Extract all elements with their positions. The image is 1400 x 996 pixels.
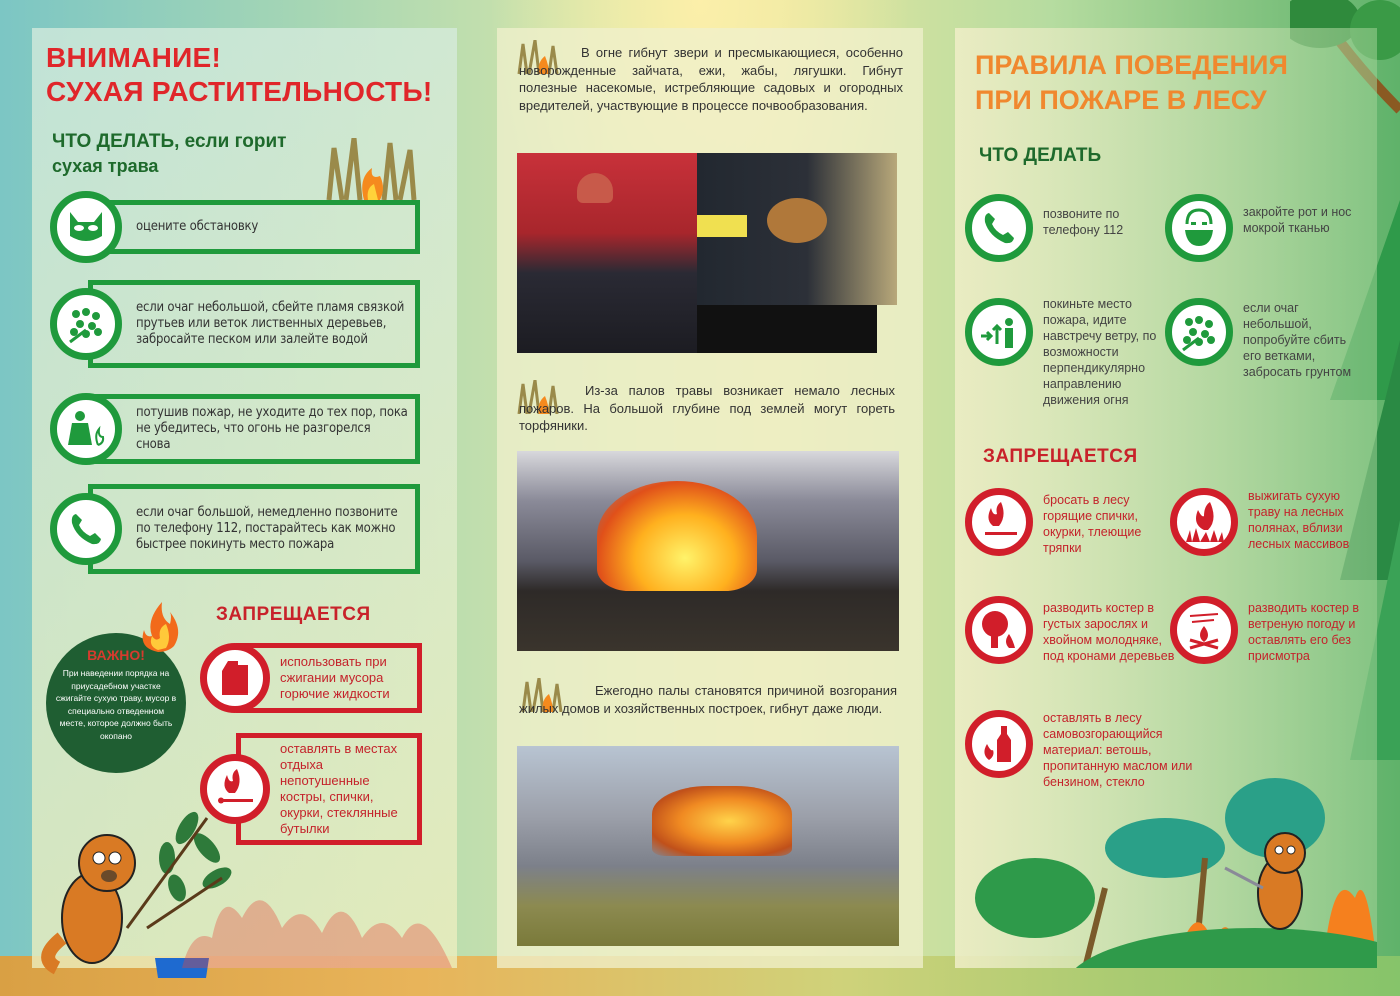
forbidden-text: выжигать сухую траву на лесных полянах, вблизи лесных массивов	[1248, 489, 1350, 551]
forbidden-text: использовать при сжигании мусора горючие жидкости	[280, 654, 390, 701]
step-assess	[50, 200, 420, 254]
left-panel	[32, 28, 457, 968]
grass-fire-icon	[324, 138, 424, 200]
cat-firefighter-forest-illustration	[955, 748, 1377, 968]
paragraph-houses: Ежегодно палы становятся причиной возгорания жилых домов и хозяйственных построек, гибнут даже люди.	[519, 683, 897, 716]
phone-icon	[50, 493, 122, 565]
important-note	[46, 633, 186, 773]
tree-campfire-icon	[965, 596, 1033, 664]
rule-text: покиньте место пожара, идите навстречу ветру, по возможности перпендикулярно направлению движения огня	[1043, 297, 1157, 407]
forbidden-throw-matches	[965, 488, 1165, 556]
rule-leave-upwind	[965, 298, 1165, 408]
branches-icon	[50, 288, 122, 360]
important-text: При наведении порядка на приусадебном участке сжигайте сухую траву, мусор в специально отведенном месте, которое должно быть окопано	[55, 668, 177, 741]
rule-beat-with-branches	[1165, 298, 1365, 380]
step-text: если очаг большой, немедленно позвоните по телефону 112, постарайтесь как можно быстрее покинуть место пожара	[136, 505, 398, 552]
rule-text: позвоните по телефону 112	[1043, 207, 1124, 237]
left-forbidden-title: ЗАПРЕЩАЕТСЯ	[216, 604, 371, 625]
grass-fire-photo	[517, 451, 899, 651]
forbidden-fire-windy	[1170, 596, 1370, 664]
forest-rules-title-line2: ПРИ ПОЖАРЕ В ЛЕСУ	[975, 85, 1267, 115]
flame-icon	[136, 602, 180, 652]
burning-house-photo	[517, 746, 899, 946]
forbidden-text: оставлять в местах отдыха непотушенные костры, спички, окурки, стеклянные бутылки	[280, 741, 398, 836]
middle-panel	[497, 28, 923, 968]
right-forbidden-title: ЗАПРЕЩАЕТСЯ	[983, 446, 1138, 467]
forbidden-fire-in-thickets	[965, 596, 1185, 664]
wind-campfire-icon	[1170, 596, 1238, 664]
step-stay	[50, 394, 420, 464]
canister-icon	[200, 643, 270, 713]
person-fire-icon	[50, 393, 122, 465]
what-to-do-title: ЧТО ДЕЛАТЬ	[979, 145, 1102, 166]
phone-icon	[965, 194, 1033, 262]
match-fire-icon	[965, 488, 1033, 556]
face-mask-icon	[1165, 194, 1233, 262]
rule-cover-mouth	[1165, 194, 1365, 262]
what-to-do-subtitle-line2: сухая трава	[52, 156, 159, 176]
evacuate-wind-icon	[965, 298, 1033, 366]
firefighter-with-hedgehog-photo	[517, 153, 897, 353]
paragraph-peat: Из-за палов травы возникает немало лесных пожаров. На большой глубине под землей могут гореть торфяники.	[519, 383, 895, 433]
rule-call-112	[965, 194, 1155, 262]
forbidden-text: оставлять в лесу самовозгорающийся материал: ветошь, пропитанную маслом или бензином, стекло	[1043, 711, 1193, 789]
branches-icon	[1165, 298, 1233, 366]
right-panel	[955, 28, 1377, 968]
rule-text: если очаг небольшой, попробуйте сбить его ветками, забросать грунтом	[1243, 301, 1352, 379]
alert-title-line1: ВНИМАНИЕ!	[46, 42, 222, 73]
step-beat-flame	[50, 280, 420, 368]
step-text: оцените обстановку	[136, 219, 259, 234]
forbidden-burn-grass	[1170, 488, 1370, 556]
step-call-112	[50, 484, 420, 574]
step-text: потушив пожар, не уходите до тех пор, пока не убедитесь, что огонь не разгорелся снова	[136, 405, 408, 452]
rule-text: закройте рот и нос мокрой тканью	[1243, 205, 1352, 235]
step-text: если очаг небольшой, сбейте пламя связкой прутьев или веток лиственных деревьев, забросайте песком или залейте водой	[136, 300, 405, 347]
grass-fire-icon	[1170, 488, 1238, 556]
alert-title-line2: СУХАЯ РАСТИТЕЛЬНОСТЬ!	[46, 76, 433, 107]
forbidden-flammable-liquids	[200, 643, 422, 713]
forbidden-text: разводить костер в ветреную погоду и оставлять его без присмотра	[1248, 601, 1360, 663]
mask-icon	[50, 191, 122, 263]
what-to-do-subtitle-line1: ЧТО ДЕЛАТЬ, если горит	[52, 131, 287, 152]
forest-rules-title-line1: ПРАВИЛА ПОВЕДЕНИЯ	[975, 50, 1288, 80]
important-title: ВАЖНО!	[87, 647, 145, 663]
paragraph-animals: В огне гибнут звери и пресмыкающиеся, особенно новорожденные зайчата, ежи, жабы, лягушки. Гибнут полезные насекомые, истребляющие садовых и огородных вредителей, участвующие в процессе почвообразования.	[519, 45, 903, 113]
flames-background-decoration	[182, 878, 452, 968]
forbidden-text: бросать в лесу горящие спички, окурки, тлеющие тряпки	[1043, 493, 1142, 555]
forbidden-text: разводить костер в густых зарослях и хвойном молодняке, под кронами деревьев	[1043, 601, 1175, 663]
